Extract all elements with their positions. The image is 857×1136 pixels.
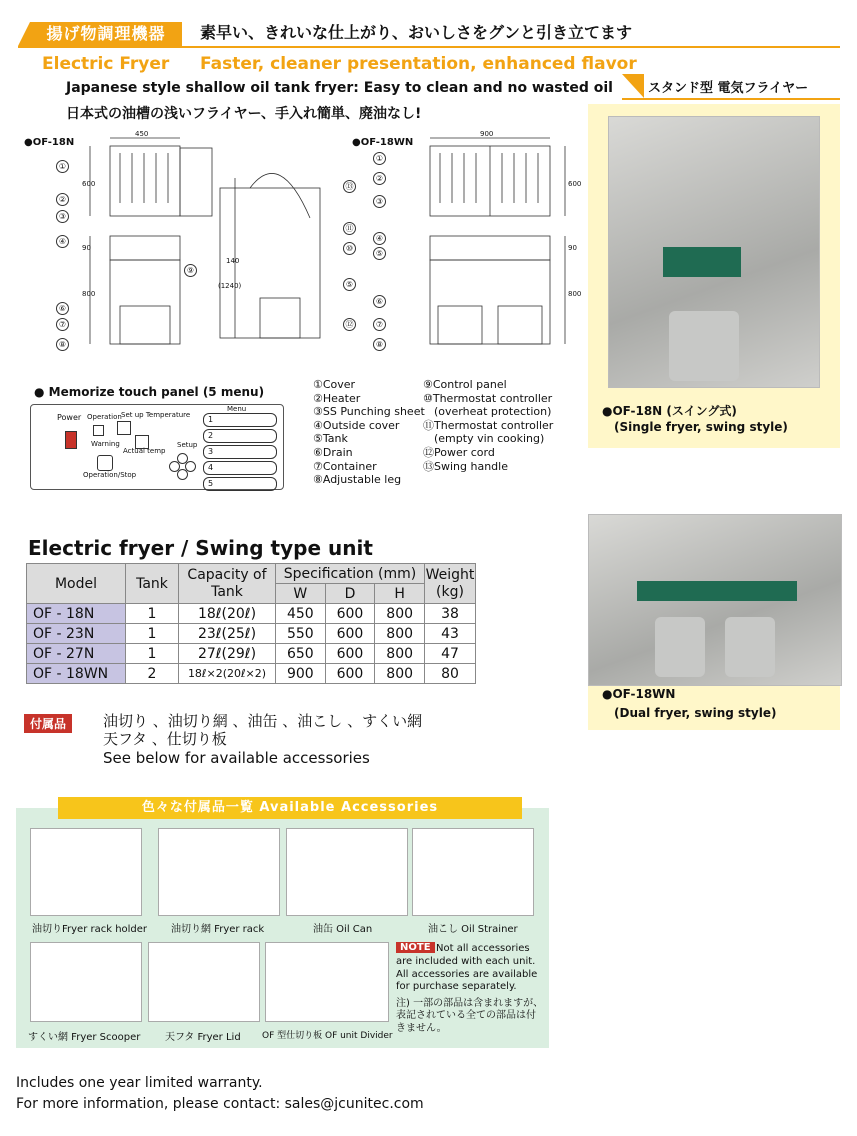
header-rule <box>18 46 840 48</box>
menu-button[interactable]: 3 <box>203 445 277 459</box>
cell-capacity: 18ℓ(20ℓ) <box>179 604 276 624</box>
actual-temp-display <box>135 435 149 449</box>
menu-button[interactable]: 4 <box>203 461 277 475</box>
operation-label: Operation <box>87 413 122 421</box>
product-tagline: Faster, cleaner presentation, enhanced flavor <box>200 54 637 74</box>
cell-model: OF - 18N <box>27 604 126 624</box>
included-line: 天フタ 、仕切り板 <box>103 730 227 748</box>
table-title: Electric fryer / Swing type unit <box>28 536 373 560</box>
cell-d: 600 <box>325 664 375 684</box>
legend-item: ⑪Thermostat controller <box>423 418 554 432</box>
actual-temp-label: Actual temp <box>123 447 166 455</box>
callout: ⑧ <box>373 338 386 351</box>
legend-item: ⑩Thermostat controller <box>423 391 553 405</box>
menu-buttons <box>203 413 277 491</box>
technical-drawings <box>20 128 600 358</box>
warranty-text: Includes one year limited warranty. <box>16 1075 263 1091</box>
cell-w: 450 <box>276 604 326 624</box>
unit-divider-image <box>265 942 389 1022</box>
callout: ⑦ <box>373 318 386 331</box>
callout: ① <box>373 152 386 165</box>
callout: ⑩ <box>343 242 356 255</box>
single-fryer-card <box>588 104 840 448</box>
callout: ③ <box>56 210 69 223</box>
cell-h: 800 <box>375 664 425 684</box>
cell-w: 650 <box>276 644 326 664</box>
menu-button[interactable]: 2 <box>203 429 277 443</box>
legend-item: ⑬Swing handle <box>423 459 508 473</box>
note-body <box>396 956 543 1035</box>
cell-weight: 38 <box>425 604 476 624</box>
included-list <box>103 712 422 767</box>
callout: ② <box>373 172 386 185</box>
diagram-label-single: ●OF-18N <box>24 137 75 148</box>
callout: ④ <box>373 232 386 245</box>
operation-stop-button[interactable] <box>97 455 113 471</box>
header-model: Model <box>27 564 126 604</box>
setup-temp-label: Set up Temperature <box>121 411 191 419</box>
menu-label: Menu <box>227 405 247 413</box>
note-line: 表記されている全ての部品は付 <box>396 1010 536 1021</box>
legend-item: (empty vin cooking) <box>434 432 545 446</box>
header-weight: Weight (kg) <box>425 564 476 604</box>
power-label: Power <box>57 413 82 422</box>
contact-text: For more information, please contact: sales@jcunitec.com <box>16 1096 424 1112</box>
dual-caption-1: ●OF-18WN <box>602 687 676 701</box>
dual-tank-view <box>430 236 550 260</box>
callout: ⑧ <box>56 338 69 351</box>
swing-handle-arc <box>250 173 310 218</box>
note-tag: NOTE <box>396 942 435 953</box>
single-body-view <box>110 260 180 344</box>
setup-temp-display <box>117 421 131 435</box>
jp-tagline: 素早い、きれいな仕上がり、おいしさをグンと引き立てます <box>200 23 633 42</box>
callout: ⑪ <box>343 222 356 235</box>
included-tag: 付属品 <box>24 714 72 733</box>
accessory-caption: すくい網 Fryer Scooper <box>28 1032 141 1043</box>
included-line: 油切り 、油切り網 、油缶 、油こし 、すくい網 <box>103 712 423 730</box>
cell-capacity: 23ℓ(25ℓ) <box>179 624 276 644</box>
cell-capacity: 18ℓ×2(20ℓ×2) <box>179 664 276 684</box>
fryer-lid-image <box>148 942 260 1022</box>
accessory-caption: 油こし Oil Strainer <box>428 924 518 935</box>
description-jp: 日本式の油槽の浅いフライヤー、手入れ簡単、廃油なし! <box>66 106 422 122</box>
header-h: H <box>375 584 425 604</box>
setup-dpad[interactable] <box>169 453 195 479</box>
dim-450: 450 <box>135 130 149 138</box>
single-caption-2: (Single fryer, swing style) <box>614 420 788 434</box>
note-line: Not all accessories <box>436 943 530 954</box>
cell-weight: 80 <box>425 664 476 684</box>
fryer-rack-image <box>158 828 280 916</box>
legend-item: ①Cover <box>313 378 356 391</box>
cell-d: 600 <box>325 644 375 664</box>
container-graphic <box>725 617 775 677</box>
single-tank-view <box>110 236 180 260</box>
table-row <box>27 664 476 684</box>
accessory-caption: 油切りFryer rack holder <box>32 924 148 935</box>
note-line: for purchase separately. <box>396 981 517 992</box>
table-row <box>27 604 476 624</box>
callout: ⑥ <box>373 295 386 308</box>
cell-weight: 43 <box>425 624 476 644</box>
callout: ⑤ <box>343 278 356 291</box>
down-arrow-icon[interactable] <box>177 469 188 480</box>
callout: ④ <box>56 235 69 248</box>
note-line: きません。 <box>396 1022 447 1034</box>
dim-900: 900 <box>480 130 494 138</box>
accessory-caption: 天フタ Fryer Lid <box>165 1032 241 1043</box>
included-line: See below for available accessories <box>103 749 370 767</box>
category-tag: 揚げ物調理機器 <box>30 22 182 46</box>
dim-800-dual: 800 <box>568 290 582 298</box>
accessory-caption: 油缶 Oil Can <box>313 924 373 935</box>
legend-item: ③SS Punching sheet <box>313 405 425 419</box>
menu-button[interactable]: 1 <box>203 413 277 427</box>
control-panel-graphic <box>637 581 797 601</box>
callout: ② <box>56 193 69 206</box>
warning-label: Warning <box>91 440 120 448</box>
callout: ① <box>56 160 69 173</box>
legend-item: ⑫Power cord <box>423 445 495 459</box>
panel-title: ● Memorize touch panel (5 menu) <box>34 385 265 399</box>
diagram-label-dual: ●OF-18WN <box>352 137 414 148</box>
legend-item: ②Heater <box>313 391 361 405</box>
operation-lamp <box>93 425 104 436</box>
callout: ⑥ <box>56 302 69 315</box>
accessories-heading: 色々な付属品一覧 Available Accessories <box>58 797 522 819</box>
dual-caption-2: (Dual fryer, swing style) <box>614 706 777 720</box>
legend-item: ⑨Control panel <box>423 378 507 391</box>
cell-weight: 47 <box>425 644 476 664</box>
header-w: W <box>276 584 326 604</box>
container-graphic <box>655 617 705 677</box>
header-tank: Tank <box>126 564 179 604</box>
dim-90-dual: 90 <box>568 244 577 252</box>
legend-col-2 <box>423 378 553 473</box>
stand-rule <box>622 98 840 100</box>
legend-item: ⑥Drain <box>313 445 353 459</box>
header-spec: Specification (mm) <box>276 564 425 584</box>
dual-fryer-photo <box>588 514 842 686</box>
cell-h: 800 <box>375 604 425 624</box>
cell-w: 900 <box>276 664 326 684</box>
legend-item: (overheat protection) <box>434 405 552 419</box>
dual-fryer-card <box>588 514 840 730</box>
dim-90-single: 90 <box>82 244 91 252</box>
accessory-caption: 油切り網 Fryer rack <box>171 924 265 935</box>
cell-tank: 1 <box>126 604 179 624</box>
description-en: Japanese style shallow oil tank fryer: Easy to clean and no wasted oil <box>66 80 613 96</box>
single-heater-lines <box>120 153 168 203</box>
legend-item: ⑧Adjustable leg <box>313 473 402 487</box>
single-fryer-photo <box>608 116 820 388</box>
dim-800-single: 800 <box>82 290 96 298</box>
dual-body-view <box>430 260 550 344</box>
fryer-rack-holder-image <box>30 828 142 916</box>
single-caption-1: ●OF-18N (スイング式) <box>602 404 737 418</box>
dim-600-single: 600 <box>82 180 96 188</box>
dim-1240: (1240) <box>218 282 242 290</box>
single-top-view <box>110 146 180 216</box>
accessory-caption: OF 型仕切り板 OF unit Divider <box>262 1031 393 1041</box>
product-title: Electric Fryer <box>42 54 170 74</box>
cell-capacity: 27ℓ(29ℓ) <box>179 644 276 664</box>
cell-h: 800 <box>375 644 425 664</box>
note-line: are included with each unit. <box>396 956 536 967</box>
cell-h: 800 <box>375 624 425 644</box>
cell-model: OF - 27N <box>27 644 126 664</box>
menu-button[interactable]: 5 <box>203 477 277 491</box>
legend-item: ⑦Container <box>313 459 377 473</box>
note-line: All accessories are available <box>396 968 538 980</box>
dim-140: 140 <box>226 257 240 265</box>
single-basket-rack <box>180 148 212 216</box>
spec-table <box>26 563 476 684</box>
cell-tank: 2 <box>126 664 179 684</box>
cell-tank: 1 <box>126 644 179 664</box>
callout: ⑫ <box>343 318 356 331</box>
callout: ③ <box>373 195 386 208</box>
header-corner <box>18 22 30 46</box>
table-row <box>27 624 476 644</box>
header-capacity: Capacity of Tank <box>179 564 276 604</box>
cell-model: OF - 18WN <box>27 664 126 684</box>
oil-strainer-image <box>412 828 534 916</box>
cell-d: 600 <box>325 604 375 624</box>
fryer-scooper-image <box>30 942 142 1022</box>
oil-can-image <box>286 828 408 916</box>
header-d: D <box>325 584 375 604</box>
callout: ⑦ <box>56 318 69 331</box>
cell-d: 600 <box>325 624 375 644</box>
legend-item: ④Outside cover <box>313 418 400 432</box>
cell-w: 550 <box>276 624 326 644</box>
cell-model: OF - 23N <box>27 624 126 644</box>
container-graphic <box>669 311 739 381</box>
cell-tank: 1 <box>126 624 179 644</box>
callout: ⑤ <box>373 247 386 260</box>
setup-label: Setup <box>177 441 198 449</box>
callout: ⑬ <box>343 180 356 193</box>
legend-col-1 <box>313 378 425 487</box>
legend-item: ⑤Tank <box>313 432 348 446</box>
opstop-label: Operation/Stop <box>83 471 137 479</box>
single-container-view <box>120 306 170 344</box>
table-row <box>27 644 476 664</box>
power-switch[interactable] <box>65 431 77 449</box>
callout-9: ⑨ <box>184 264 197 277</box>
control-panel-graphic <box>663 247 741 277</box>
stand-accent <box>622 74 644 98</box>
stand-type-label: スタンド型 電気フライヤー <box>648 81 809 96</box>
touch-panel <box>30 404 284 490</box>
dim-600-dual: 600 <box>568 180 582 188</box>
note-line: 注) 一部の部品は含まれますが、 <box>396 997 544 1009</box>
